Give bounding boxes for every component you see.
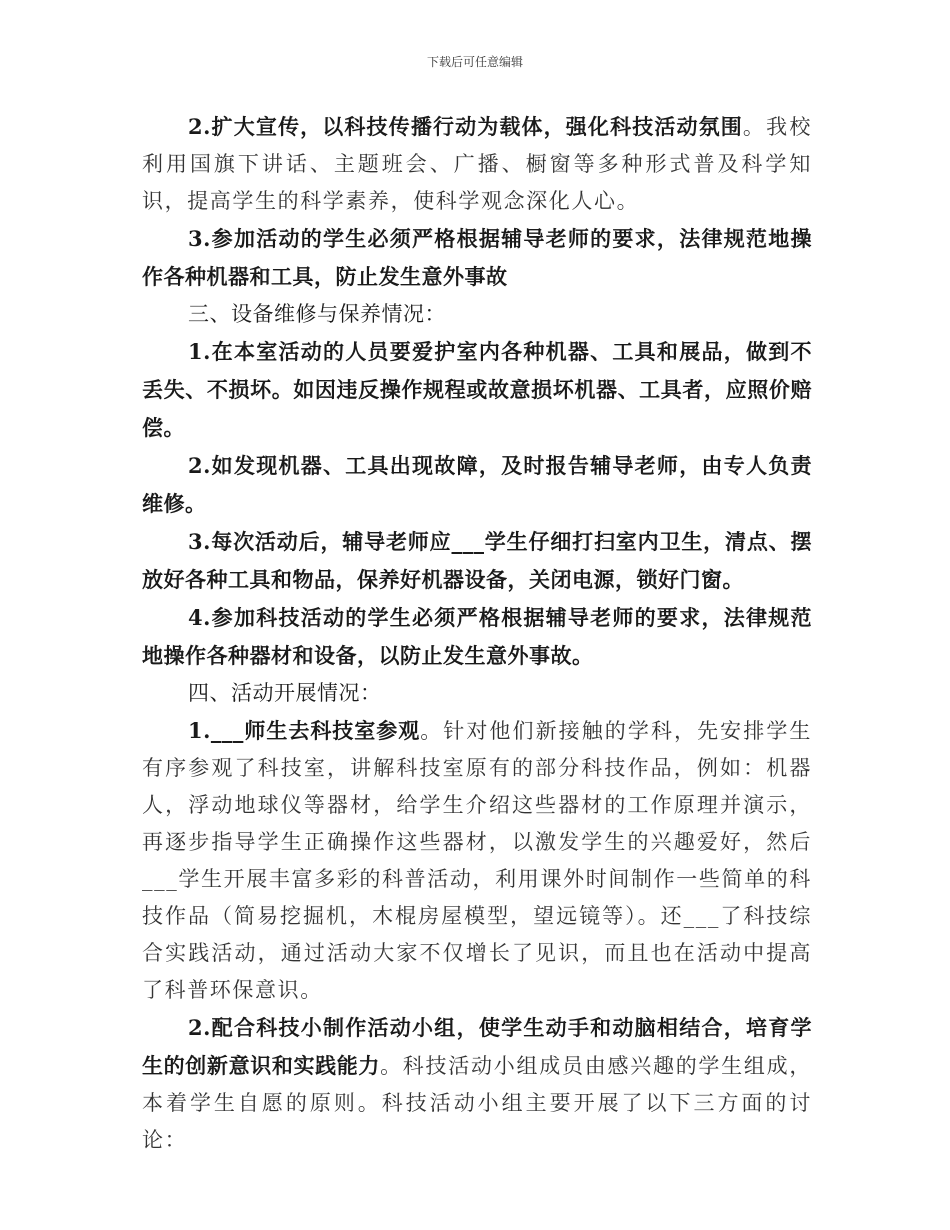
paragraph-lead: 4.参加科技活动的学生必须严格根据辅导老师的要求，法律规范地操作各种器材和设备，以防止发生意外事故。 (142, 605, 812, 668)
section-heading (142, 296, 812, 333)
paragraph (142, 599, 812, 675)
paragraph-text: 。科技活动小组成员由感兴趣的学生组成，本着学生自愿的原则。科技活动小组主要开展了以下三方面的讨论： (142, 1054, 813, 1152)
paragraph-lead: 1.___师生去科技室参观 (188, 718, 421, 743)
paragraph-lead: 2.扩大宣传，以科技传播行动为载体，强化科技活动氛围 (188, 114, 743, 139)
paragraph (142, 220, 812, 296)
paragraph (142, 712, 812, 1009)
paragraph-lead: 三、设备维修与保养情况： (188, 302, 446, 326)
paragraph-text: 。我校利用国旗下讲话、主题班会、广播、橱窗等多种形式普及科学知识，提高学生的科学素养，使科学观念深化人心。 (142, 115, 813, 213)
section-heading (142, 675, 812, 712)
paragraph-lead: 3.每次活动后，辅导老师应___学生仔细打扫室内卫生，清点、摆放好各种工具和物品，保养好机器设备，关闭电源，锁好门窗。 (142, 529, 812, 592)
paragraph (142, 333, 812, 447)
document-body (142, 108, 812, 1159)
paragraph (142, 1009, 812, 1159)
paragraph (142, 523, 812, 599)
paragraph-lead: 3.参加活动的学生必须严格根据辅导老师的要求，法律规范地操作各种机器和工具，防止发生意外事故 (142, 226, 812, 289)
paragraph (142, 447, 812, 523)
paragraph-text: 。针对他们新接触的学科，先安排学生有序参观了科技室，讲解科技室原有的部分科技作品，例如：机器人，浮动地球仪等器材，给学生介绍这些器材的工作原理并演示，再逐步指导学生正确操作这些器材，以激发学生的兴趣爱好，然后___学生开展丰富多彩的科普活动，利用课外时间制作一些简单的科技作品（简易挖掘机，木棍房屋模型，望远镜等）。还___了科技综合实践活动，通过活动大家不仅增长了见识，而且也在活动中提高了科普环保意识。 (142, 719, 812, 1002)
paragraph-lead: 四、活动开展情况： (188, 681, 382, 705)
page-header: 下载后可任意编辑 (426, 55, 523, 69)
paragraph-lead: 1.在本室活动的人员要爱护室内各种机器、工具和展品，做到不丢失、不损坏。如因违反操作规程或故意损坏机器、工具者，应照价赔偿。 (142, 339, 812, 440)
paragraph-lead: 2.如发现机器、工具出现故障，及时报告辅导老师，由专人负责维修。 (142, 453, 812, 516)
paragraph (142, 108, 812, 220)
paragraph-lead: 2.配合科技小制作活动小组，使学生动手和动脑相结合，培育学生的创新意识和实践能力 (142, 1015, 812, 1078)
